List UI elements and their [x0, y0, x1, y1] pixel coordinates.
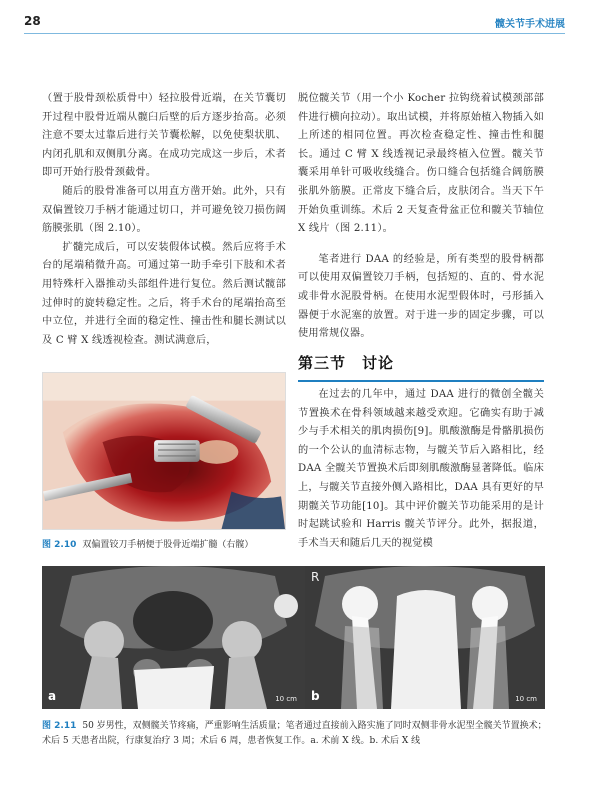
- figure-2-10-text: 双偏置铰刀手柄便于股骨近端扩髓（右髋）: [82, 540, 254, 550]
- left-paragraph-3: 扩髓完成后，可以安装假体试模。然后应将手术台的尾端稍微升高。可通过第一助手牵引下肢和术者用特殊杆入器推动头部组件进行复位。然后测试髋部过伸时的旋转稳定性。之后，将手术台的尾端抬高至中立位，并进行全面的稳定性、撞击性和腿长测试以及 C 臂 X 线透视检查。测试满意后，: [42, 241, 286, 346]
- section-title-underline: [298, 380, 544, 382]
- header-divider: [24, 33, 565, 34]
- figure-2-11-text: 50 岁男性，双侧髋关节疼痛，严重影响生活质量；笔者通过直接前入路实施了同时双侧非骨水泥型全髋关节置换术；术后 5 天患者出院，行康复治疗 3 周；术后 6 周，患者恢复工作。a. 术前 X 线。b. 术后 X 线: [42, 721, 547, 746]
- figure-2-11-caption: [42, 719, 552, 749]
- page-header: [24, 14, 565, 34]
- right-column: [298, 90, 544, 344]
- section-heading: [298, 352, 544, 376]
- running-title: 髋关节手术进展: [495, 19, 565, 30]
- right-paragraph-1: 脱位髋关节（用一个小 Kocher 拉钩绕着试模颈部部件进行横向拉动）。取出试模，并将原始植入物插入如上所述的相同位置。再次检查稳定性、撞击性和腿长。通过 C 臂 X 线透视记录最终植入位置。髋关节囊采用单针可吸收线缝合。伤口缝合包括缝合阔筋膜张肌外筋膜。正常皮下缝合后，皮肤闭合。当天下午开始负重训练。术后 2 天复查骨盆正位和髋关节轴位 X 线片（图 2.11）。: [298, 93, 544, 235]
- xray-preoperative: [42, 566, 305, 709]
- side-marker-r: R: [311, 570, 320, 584]
- figure-2-10-caption: [42, 538, 286, 553]
- surgical-photo-illustration: [43, 373, 285, 529]
- panel-a-letter: a: [48, 689, 57, 703]
- figure-2-10-label: 图 2.10: [42, 540, 77, 550]
- left-column: [42, 90, 286, 350]
- xray-postoperative-image: [305, 566, 545, 709]
- discussion-paragraph-1: 在过去的几年中，通过 DAA 进行的微创全髋关节置换术在骨科领域越来越受欢迎。它确实有助于减少与手术相关的肌肉损伤[9]。肌酸激酶是骨骼肌损伤的一个公认的血清标志物，与髋关节后入路相比，经 DAA 全髋关节置换术后即刻肌酸激酶显著降低。临床上，与髋关节直接外侧入路相比，DAA 具有更好的早期髋关节功能[10]。其中评价髋关节功能采用的是计时起跳试验和 Harris 髋关节评分。此外，据报道，手术当天和随后几天的视觉模: [298, 389, 544, 549]
- figure-2-11-label: 图 2.11: [42, 721, 77, 731]
- panel-a-scale: 10 cm: [275, 695, 297, 703]
- right-paragraph-2: 笔者进行 DAA 的经验是，所有类型的股骨柄都可以使用双偏置铰刀手柄，包括短的、直的、骨水泥或非骨水泥股骨柄。在使用水泥型假体时，弓形插入器便于水泥塞的放置。对于进一步的固定步骤，可以使用常规仪器。: [298, 253, 544, 340]
- xray-preoperative-image: [42, 566, 305, 709]
- surgical-photo: [42, 372, 286, 530]
- page-number: 28: [24, 14, 41, 28]
- left-paragraph-2: 随后的股骨准备可以用直方凿开始。此外，只有双偏置铰刀手柄才能通过切口，并可避免铰刀损伤阔筋膜张肌（图 2.10）。: [42, 185, 286, 235]
- panel-b-letter: b: [311, 689, 320, 703]
- panel-b-scale: 10 cm: [515, 695, 537, 703]
- section-title: 第三节 讨论: [298, 354, 395, 372]
- discussion-column: [298, 386, 544, 553]
- xray-postoperative: [305, 566, 545, 709]
- left-paragraph-1: （置于股骨颈松质骨中）轻拉股骨近端，在关节囊切开过程中股骨近端从髋臼后壁的后方逐步抬高。必须注意不要太过靠后进行关节囊松解，以免使梨状肌、内闭孔肌和双侧肌分离。在成功完成这一步后，术者即可开始行股骨颈截骨。: [42, 93, 286, 179]
